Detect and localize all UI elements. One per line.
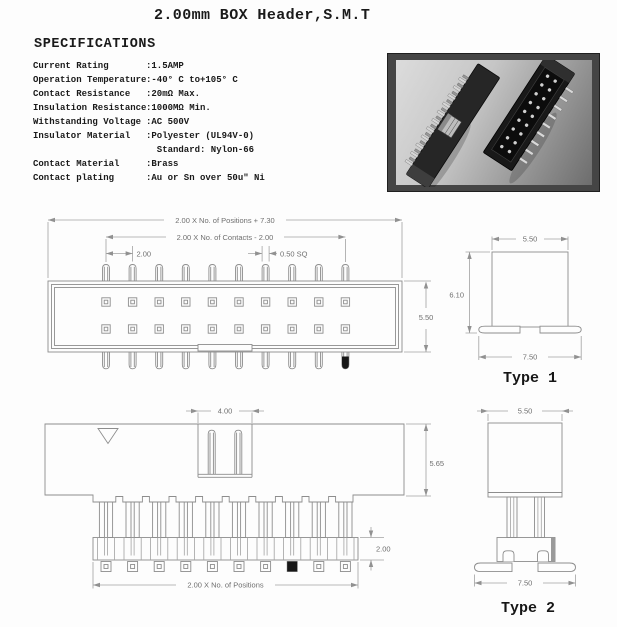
type2-dim-foot-span-label: 7.50 xyxy=(517,578,533,588)
front-body-outline xyxy=(45,424,404,502)
type1-dim-width-label: 5.50 xyxy=(522,234,538,244)
product-photo-panel xyxy=(396,60,592,185)
spec-row xyxy=(33,115,265,129)
header-body-outline xyxy=(48,281,402,352)
type1-left-foot xyxy=(479,326,520,333)
technical-drawings xyxy=(0,200,617,627)
spec-label: Contact Resistance xyxy=(33,89,131,99)
spec-label: Withstanding Voltage xyxy=(33,117,142,127)
specifications-table xyxy=(33,59,265,185)
spec-row xyxy=(33,143,265,157)
contact-row-1 xyxy=(102,298,350,306)
solder-pads xyxy=(101,562,350,572)
type1-dim-height-label: 6.10 xyxy=(449,290,464,300)
dim-pin-size-label: 0.50 SQ xyxy=(280,249,308,259)
dim-body-height-label: 2.00 xyxy=(376,544,391,554)
smt-carrier-cells xyxy=(97,538,354,561)
spec-value: Standard: Nylon-66 xyxy=(146,145,255,155)
box-header-closed-photo xyxy=(399,60,499,187)
dim-total-width-label: 2.00 X No. of Positions xyxy=(187,580,264,590)
spec-label: Current Rating xyxy=(33,61,109,71)
spec-label: Contact Material xyxy=(33,159,120,169)
slot-pins xyxy=(208,430,242,474)
spec-label: Insulator Material xyxy=(33,131,131,141)
contact-row-2 xyxy=(102,325,350,333)
spec-row xyxy=(33,157,265,171)
spec-row xyxy=(33,87,265,101)
spec-value: :1000MΩ Min. xyxy=(146,103,211,113)
type2-right-leg xyxy=(535,497,545,538)
dim-pitch-label: 2.00 xyxy=(136,249,152,259)
polarity-notch xyxy=(198,345,252,352)
dim-total-width-label: 2.00 X No. of Positions + 7.30 xyxy=(175,215,275,225)
type1-dim-foot-span-label: 7.50 xyxy=(522,352,538,362)
dim-height-label: 5.50 xyxy=(418,313,434,322)
spec-value: :-40° C to+105° C xyxy=(146,75,238,85)
page-title: 2.00mm BOX Header,S.M.T xyxy=(154,7,371,24)
spec-label: Insulation Resistance xyxy=(33,103,147,113)
dimensions xyxy=(48,216,433,352)
product-photo xyxy=(396,60,594,187)
spec-row xyxy=(33,171,265,185)
pin1-marker xyxy=(342,357,349,369)
specifications-heading: SPECIFICATIONS xyxy=(34,37,156,52)
bottom-pin-row xyxy=(103,352,349,369)
type2-dim-width-label: 5.50 xyxy=(517,406,533,416)
type1-drawing xyxy=(449,235,581,387)
type2-body xyxy=(488,423,562,497)
type2-right-foot xyxy=(538,563,576,572)
mating-slot xyxy=(198,424,252,477)
type1-body xyxy=(492,252,568,327)
pin1-pad-marker xyxy=(287,562,297,572)
type2-base-shade xyxy=(551,538,555,561)
spec-row xyxy=(33,59,265,73)
type2-label: Type 2 xyxy=(500,600,556,617)
smt-carrier-body xyxy=(93,538,358,561)
spec-row xyxy=(33,73,265,87)
front-view-drawing xyxy=(45,407,444,590)
spec-row xyxy=(33,101,265,115)
spec-value: :Polyester (UL94V-0) xyxy=(146,131,255,141)
type2-left-foot xyxy=(475,563,513,572)
spec-value: :20mΩ Max. xyxy=(146,89,201,99)
dim-height-label: 5.65 xyxy=(429,459,445,468)
smt-pins xyxy=(99,502,352,538)
spec-label: Contact plating xyxy=(33,173,115,183)
product-photo-frame xyxy=(387,53,600,192)
spec-value: :1.5AMP xyxy=(146,61,184,71)
dimensions xyxy=(93,407,444,590)
polarity-triangle-marker xyxy=(98,429,118,444)
top-pin-row xyxy=(103,265,349,282)
type2-drawing xyxy=(475,407,576,617)
spec-value: :AC 500V xyxy=(146,117,190,127)
type2-left-hook-notch xyxy=(503,551,514,562)
top-view-drawing xyxy=(48,216,433,369)
type2-right-hook-notch xyxy=(538,551,549,562)
spec-row xyxy=(33,129,265,143)
dim-slot-width-label: 4.00 xyxy=(217,406,233,416)
dimensions xyxy=(449,235,581,362)
type1-label: Type 1 xyxy=(502,370,558,387)
spec-value: :Au or Sn over 50u" Ni xyxy=(146,173,265,183)
type2-left-leg xyxy=(507,497,517,538)
spec-label xyxy=(33,143,146,157)
spec-value: :Brass xyxy=(146,159,179,169)
type1-right-foot xyxy=(540,326,581,333)
spec-label: Operation Temperature xyxy=(33,75,147,85)
dim-contacts-span-label: 2.00 X No. of Contacts - 2.00 xyxy=(176,232,274,242)
